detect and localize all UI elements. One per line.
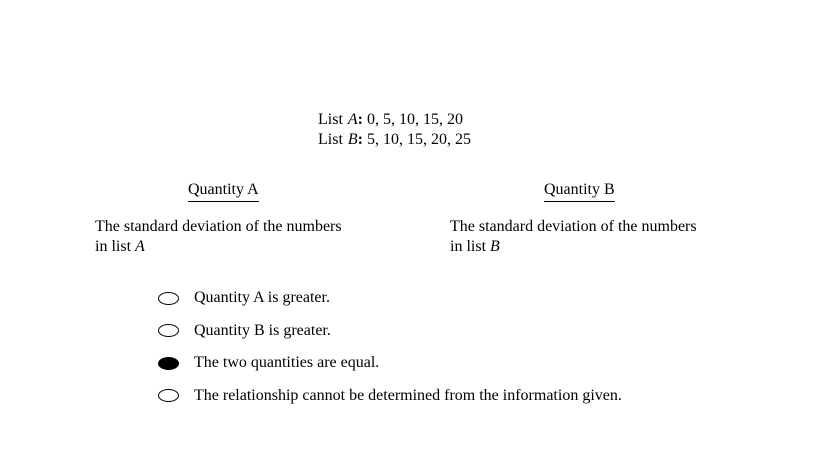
choice-label: The relationship cannot be determined from the information given. <box>194 386 622 404</box>
choice-label: Quantity B is greater. <box>194 321 331 339</box>
choice-label: Quantity A is greater. <box>194 289 330 307</box>
quantity-a-description <box>95 217 395 257</box>
quantity-b-description <box>450 217 750 257</box>
radio-circle-icon[interactable] <box>158 324 179 337</box>
list-a-values: 0, 5, 10, 15, 20 <box>367 111 463 128</box>
list-a-variable: A <box>347 111 358 128</box>
radio-circle-icon[interactable] <box>158 389 179 402</box>
choice-label: The two quantities are equal. <box>194 354 380 372</box>
list-b-line <box>318 130 471 150</box>
list-b-values: 5, 10, 15, 20, 25 <box>367 131 471 148</box>
answer-choices <box>158 282 622 412</box>
quantity-b-text-line1: The standard deviation of the numbers <box>450 218 697 235</box>
quantity-b-text-line2: in list <box>450 238 487 255</box>
radio-circle-icon[interactable] <box>158 357 179 370</box>
quantity-a-text-line1: The standard deviation of the numbers <box>95 218 342 235</box>
list-b-variable: B <box>347 131 358 148</box>
list-b-colon: : <box>357 131 363 148</box>
quantity-a-header: Quantity A <box>188 181 259 202</box>
list-a-prefix: List <box>318 111 343 128</box>
quantity-a-text-line2-wrap <box>95 237 395 257</box>
quantity-b-text-line2-wrap <box>450 237 750 257</box>
choice-cannot-determine[interactable] <box>158 380 622 413</box>
choice-quantity-b-greater[interactable] <box>158 315 622 348</box>
list-b-prefix: List <box>318 131 343 148</box>
quantity-a-variable: A <box>135 238 145 255</box>
list-a-line <box>318 110 471 130</box>
list-a-colon: : <box>357 111 363 128</box>
choice-quantities-equal[interactable] <box>158 347 622 380</box>
quantity-a-text-line2: in list <box>95 238 132 255</box>
radio-circle-icon[interactable] <box>158 292 179 305</box>
quantity-b-variable: B <box>490 238 500 255</box>
choice-quantity-a-greater[interactable] <box>158 282 622 315</box>
question-stem <box>318 110 471 150</box>
quantity-b-header: Quantity B <box>544 181 615 202</box>
